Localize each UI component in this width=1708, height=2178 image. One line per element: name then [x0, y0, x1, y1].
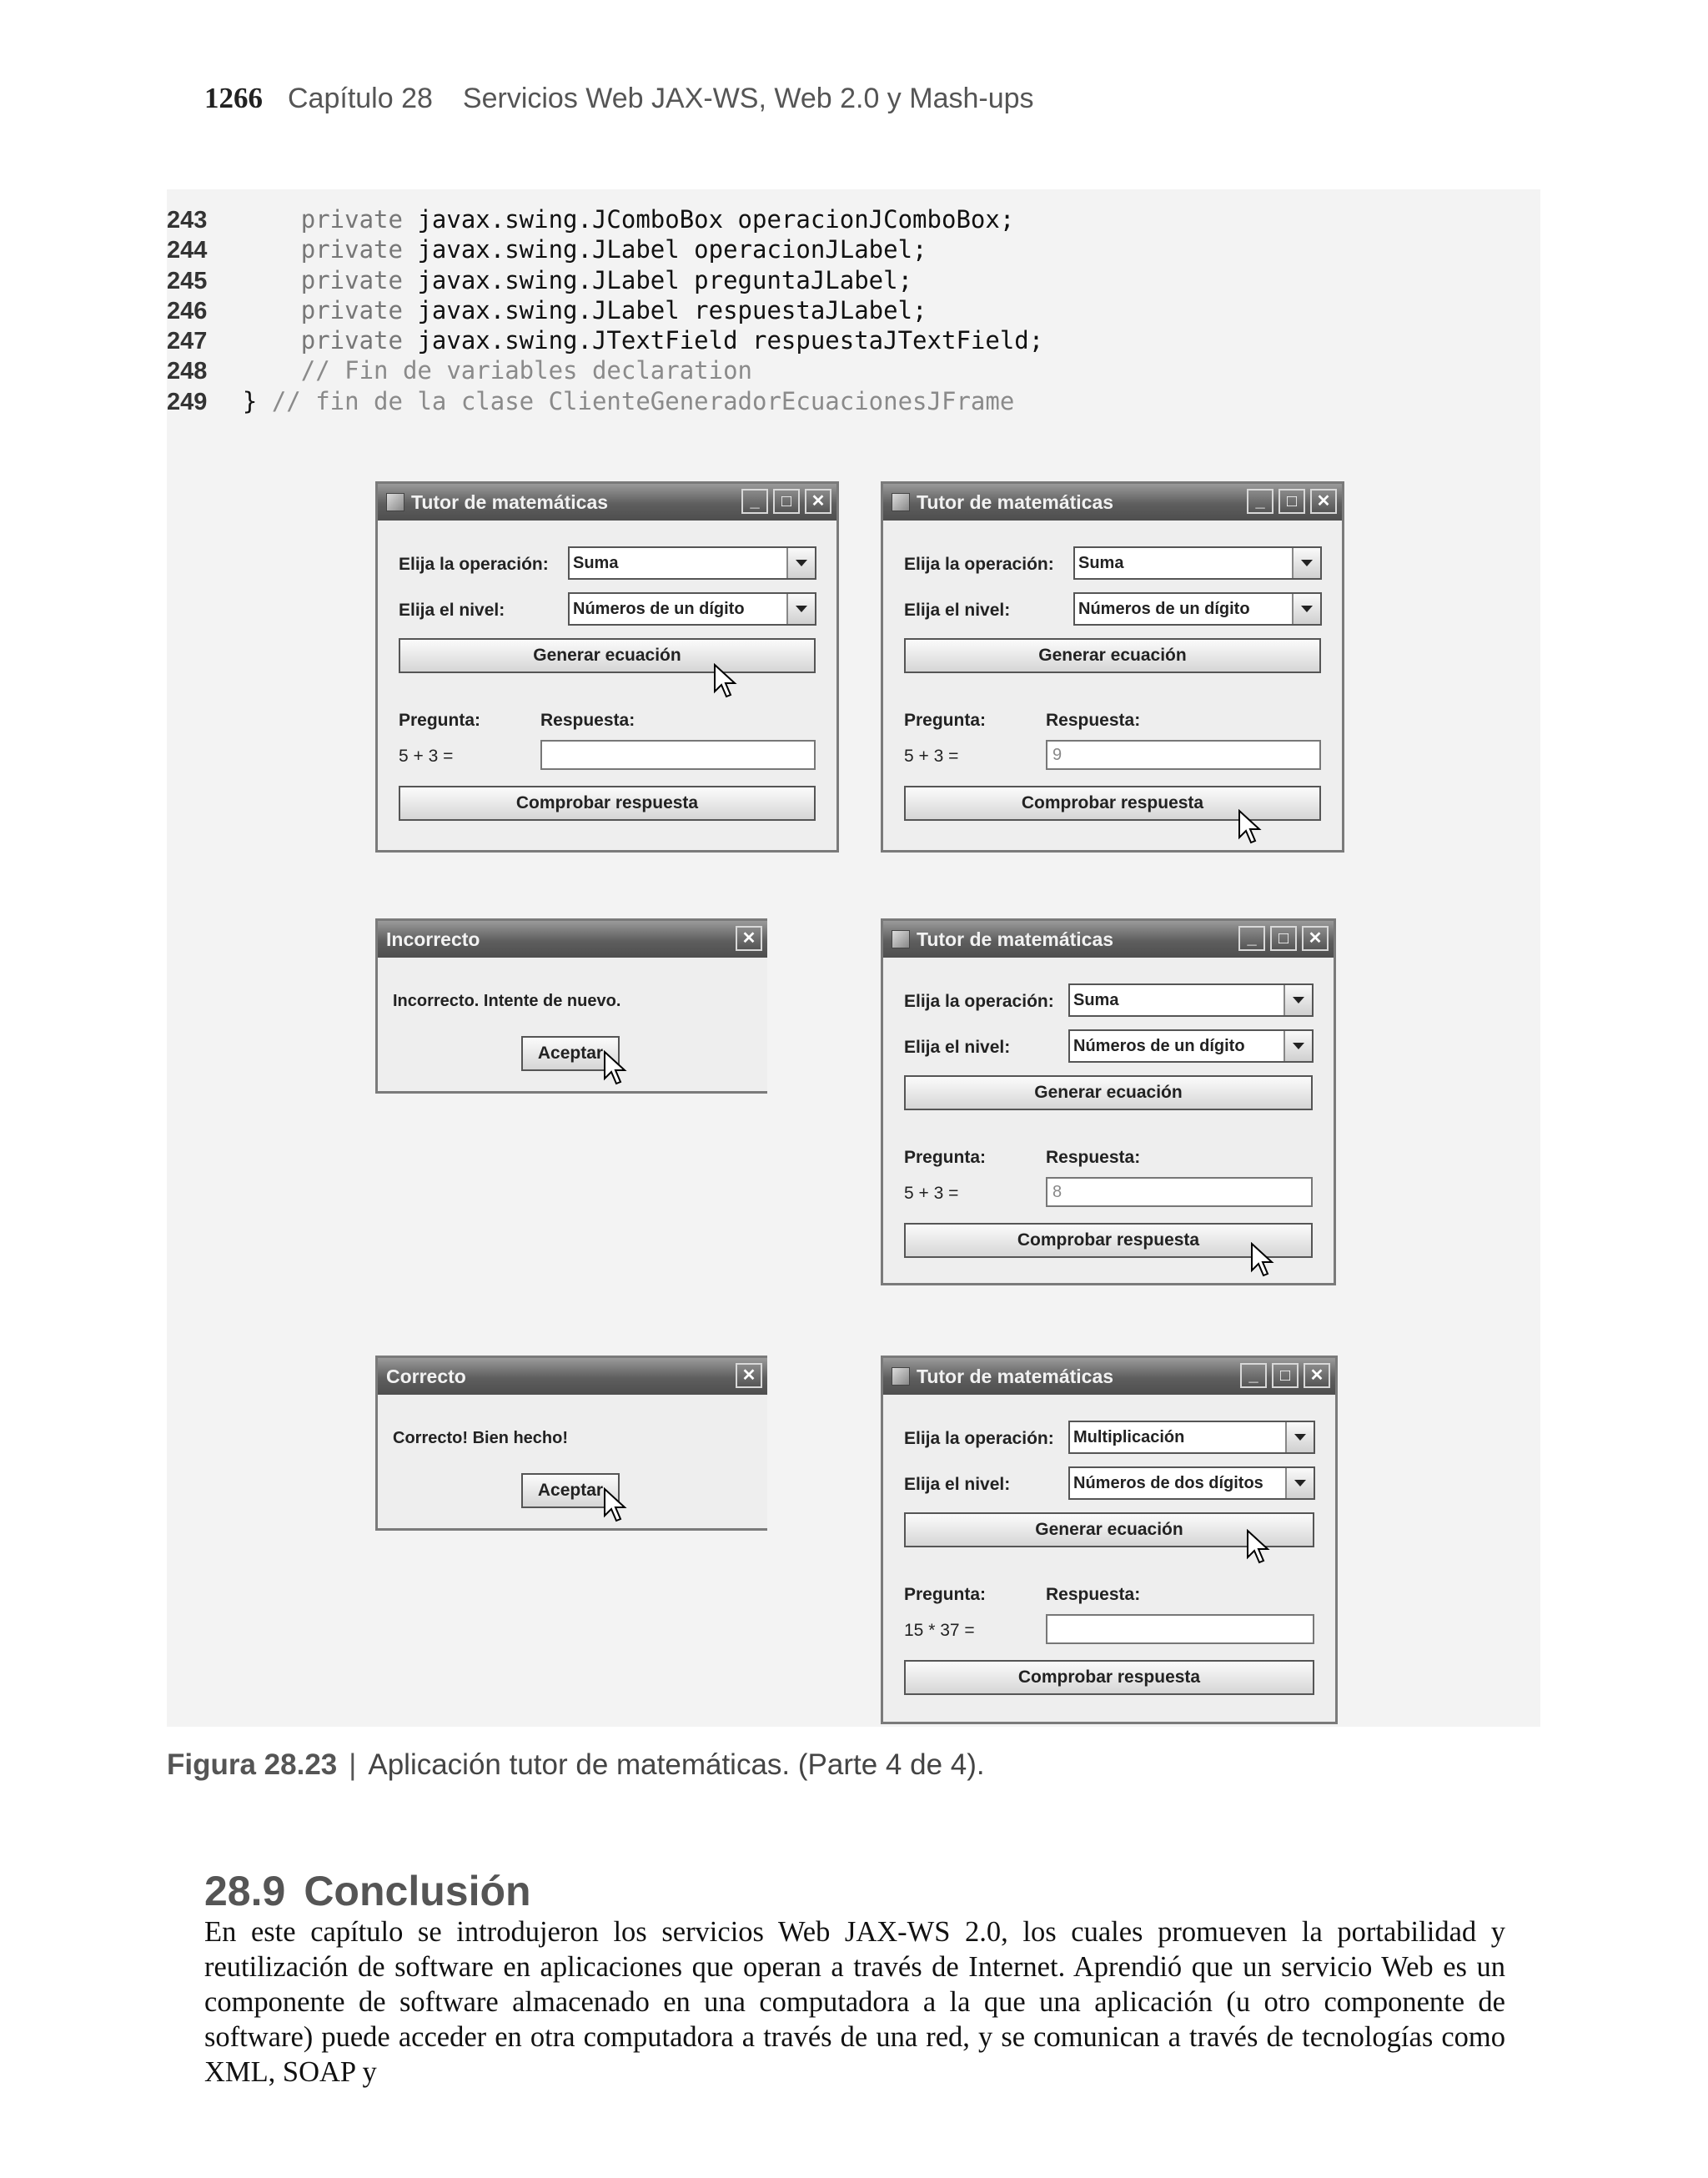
check-answer-button[interactable]: Comprobar respuesta	[904, 1223, 1313, 1258]
code-line: 246 private javax.swing.JLabel respuestaJLabel;	[167, 295, 927, 324]
title-bar: Tutor de matemáticas _ □ ✕	[883, 1358, 1335, 1395]
chevron-down-icon[interactable]	[1285, 1422, 1314, 1452]
minimize-button[interactable]: _	[1240, 1363, 1267, 1388]
level-combobox[interactable]: Números de un dígito	[1073, 592, 1322, 626]
code-listing	[167, 204, 1043, 416]
section-heading	[204, 1867, 531, 1915]
maximize-button[interactable]: □	[1270, 926, 1297, 951]
title-bar: Tutor de matemáticas _ □ ✕	[883, 484, 1342, 521]
level-combobox[interactable]: Números de dos dígitos	[1068, 1466, 1315, 1500]
page-number: 1266	[204, 82, 263, 114]
question-text: 15 * 37 =	[904, 1621, 975, 1640]
generate-equation-button[interactable]: Generar ecuación	[904, 1075, 1313, 1110]
answer-field[interactable]	[1046, 1614, 1314, 1644]
operation-combobox[interactable]: Suma	[568, 546, 816, 580]
answer-label: Respuesta:	[1046, 1585, 1141, 1604]
code-line: 243 private javax.swing.JComboBox operacionJComboBox;	[167, 205, 1015, 234]
answer-label: Respuesta:	[540, 711, 635, 730]
minimize-button[interactable]: _	[1238, 926, 1265, 951]
section-number: 28.9	[204, 1868, 286, 1914]
maximize-button[interactable]: □	[1272, 1363, 1299, 1388]
chevron-down-icon[interactable]	[1292, 548, 1320, 578]
caption-separator: |	[349, 1748, 357, 1781]
answer-label: Respuesta:	[1046, 711, 1141, 730]
java-app-icon	[892, 493, 910, 511]
dialog-message: Correcto! Bien hecho!	[393, 1429, 569, 1447]
chevron-down-icon[interactable]	[1284, 1031, 1312, 1061]
math-tutor-window-4	[881, 1356, 1338, 1724]
mouse-cursor-icon	[713, 663, 738, 700]
answer-field[interactable]: 8	[1046, 1177, 1313, 1207]
question-text: 5 + 3 =	[904, 747, 959, 766]
operation-combobox[interactable]: Suma	[1068, 983, 1314, 1017]
chapter-label: Capítulo 28	[288, 83, 433, 114]
code-line: 248 // Fin de variables declaration	[167, 356, 753, 385]
code-line: 249 } // fin de la clase ClienteGeneradorEcuacionesJFrame	[167, 386, 1015, 415]
minimize-button[interactable]: _	[741, 489, 768, 514]
close-button[interactable]: ✕	[805, 489, 831, 514]
title-bar: Incorrecto ✕	[378, 921, 767, 958]
operation-combobox[interactable]: Suma	[1073, 546, 1322, 580]
running-header	[204, 82, 1034, 115]
java-app-icon	[892, 1367, 910, 1386]
math-tutor-window-1	[375, 481, 839, 853]
incorrect-dialog	[375, 918, 767, 1094]
close-button[interactable]: ✕	[736, 1363, 762, 1388]
level-label: Elija el nivel:	[904, 1475, 1011, 1494]
correct-dialog	[375, 1356, 767, 1531]
caption-text: Aplicación tutor de matemáticas. (Parte 4 de 4).	[368, 1748, 985, 1781]
question-label: Pregunta:	[904, 711, 987, 730]
accept-button[interactable]: Aceptar	[521, 1036, 620, 1071]
level-combobox[interactable]: Números de un dígito	[1068, 1029, 1314, 1063]
accept-button[interactable]: Aceptar	[521, 1473, 620, 1508]
java-app-icon	[892, 930, 910, 948]
java-app-icon	[386, 493, 404, 511]
code-line: 247 private javax.swing.JTextField respuestaJTextField;	[167, 326, 1044, 355]
question-label: Pregunta:	[904, 1585, 987, 1604]
close-button[interactable]: ✕	[1302, 926, 1329, 951]
operation-combobox[interactable]: Multiplicación	[1068, 1421, 1315, 1454]
mouse-cursor-icon	[1246, 1529, 1271, 1566]
level-label: Elija el nivel:	[904, 601, 1011, 620]
mouse-cursor-icon	[603, 1487, 628, 1524]
check-answer-button[interactable]: Comprobar respuesta	[904, 1660, 1314, 1695]
mouse-cursor-icon	[1238, 809, 1263, 846]
operation-label: Elija la operación:	[904, 992, 1054, 1011]
level-combobox[interactable]: Números de un dígito	[568, 592, 816, 626]
question-text: 5 + 3 =	[904, 1184, 959, 1203]
mouse-cursor-icon	[1250, 1242, 1275, 1279]
title-bar: Tutor de matemáticas _ □ ✕	[883, 921, 1334, 958]
answer-field[interactable]	[540, 740, 816, 770]
math-tutor-window-2	[881, 481, 1344, 853]
close-button[interactable]: ✕	[1304, 1363, 1330, 1388]
figure-panel	[167, 189, 1540, 1727]
question-text: 5 + 3 =	[399, 747, 454, 766]
chevron-down-icon[interactable]	[786, 594, 815, 624]
code-line: 245 private javax.swing.JLabel preguntaJLabel;	[167, 265, 913, 294]
minimize-button[interactable]: _	[1247, 489, 1273, 514]
maximize-button[interactable]: □	[773, 489, 800, 514]
question-label: Pregunta:	[399, 711, 481, 730]
math-tutor-window-3	[881, 918, 1336, 1285]
maximize-button[interactable]: □	[1278, 489, 1305, 514]
paragraph-text: En este capítulo se introdujeron los servicios Web JAX-WS 2.0, los cuales promueven la portabilidad y reutilización de software en aplicaciones que operan a través de Internet. Aprendió que un servicio Web es un componente de software almacenado en una computadora a la que una aplicación (u otro componente de software) puede acceder en otra computadora a través de una red, y se comunican a través de tecnologías como XML, SOAP y	[204, 1916, 1505, 2088]
answer-label: Respuesta:	[1046, 1148, 1141, 1167]
dialog-message: Incorrecto. Intente de nuevo.	[393, 992, 621, 1010]
generate-equation-button[interactable]: Generar ecuación	[904, 638, 1321, 673]
operation-label: Elija la operación:	[904, 555, 1054, 574]
title-bar: Correcto ✕	[378, 1358, 767, 1395]
chapter-title: Servicios Web JAX-WS, Web 2.0 y Mash-ups	[462, 83, 1034, 114]
check-answer-button[interactable]: Comprobar respuesta	[399, 786, 816, 821]
chevron-down-icon[interactable]	[1284, 985, 1312, 1015]
close-button[interactable]: ✕	[1310, 489, 1337, 514]
generate-equation-button[interactable]: Generar ecuación	[904, 1512, 1314, 1547]
code-line: 244 private javax.swing.JLabel operacionJLabel;	[167, 235, 927, 264]
figure-caption	[167, 1748, 985, 1782]
figure-number: Figura 28.23	[167, 1748, 338, 1781]
chevron-down-icon[interactable]	[1292, 594, 1320, 624]
level-label: Elija el nivel:	[399, 601, 505, 620]
chevron-down-icon[interactable]	[786, 548, 815, 578]
operation-label: Elija la operación:	[399, 555, 549, 574]
question-label: Pregunta:	[904, 1148, 987, 1167]
check-answer-button[interactable]: Comprobar respuesta	[904, 786, 1321, 821]
level-label: Elija el nivel:	[904, 1038, 1011, 1057]
close-button[interactable]: ✕	[736, 926, 762, 951]
answer-field[interactable]: 9	[1046, 740, 1321, 770]
mouse-cursor-icon	[603, 1050, 628, 1087]
body-paragraph	[204, 1914, 1505, 2090]
generate-equation-button[interactable]: Generar ecuación	[399, 638, 816, 673]
section-title: Conclusión	[304, 1868, 531, 1914]
operation-label: Elija la operación:	[904, 1429, 1054, 1448]
chevron-down-icon[interactable]	[1285, 1468, 1314, 1498]
title-bar: Tutor de matemáticas _ □ ✕	[378, 484, 836, 521]
